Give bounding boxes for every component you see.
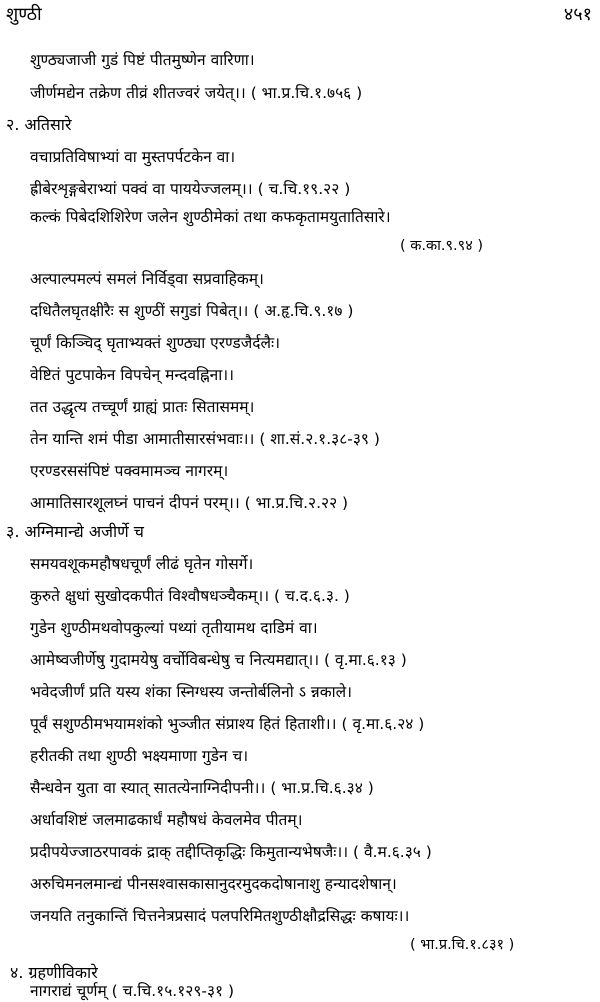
verse-line: कल्कं पिबेदशिशिरेण जलेन शुण्ठीमेकां तथा कफकृतामयुतातिसारे। [30, 208, 391, 226]
verse-line: एरण्डरससंपिष्टं पक्वमामञ्च नागरम्। [30, 462, 229, 480]
reference-citation: ( क.का.९.९४ ) [400, 238, 484, 254]
section-heading: ४. ग्रहणीविकारे [10, 963, 98, 982]
verse-line: समयवशूकमहौषधचूर्णं लीढं घृतेन गोसर्गे। [30, 555, 254, 573]
verse-line: वेष्टितं पुटपाकेन विपचेन् मन्दवह्निना।। [30, 366, 235, 384]
verse-line: चूर्णं किञ्चिद् घृताभ्यक्तं शुण्ठ्या एरण्डजैर्दलैः। [30, 334, 280, 352]
verse-line: सैन्धवेन युता वा स्यात् सातत्येनाग्निदीपनी।। ( भा.प्र.चि.६.३४ ) [30, 779, 374, 797]
reference-citation: ( भा.प्र.चि.१.८३१ ) [410, 937, 515, 953]
page-number: ४५१ [563, 4, 592, 25]
section-heading: २. अतिसारे [6, 115, 72, 134]
verse-line: गुडेन शुण्ठीमथवोपकुल्यां पथ्यां तृतीयामथ दाडिमं वा। [30, 619, 318, 637]
verse-line: तत उद्धृत्य तच्चूर्णं ग्राह्यं प्रातः सितासमम्। [30, 398, 255, 416]
verse-line: अरुचिमनलमान्द्यं पीनसश्वासकासानुदरमुदकदोषानाशु हन्यादशेषान्। [30, 875, 397, 893]
verse-line: भवेदजीर्णं प्रति यस्य शंका स्निग्धस्य जन्तोर्बलिनो ऽ न्नकाले। [30, 683, 353, 701]
verse-line: शुण्ठ्यजाजी गुडं पिष्टं पीतमुष्णेन वारिणा। [30, 51, 255, 69]
verse-line: प्रदीपयेज्जाठरपावकं द्राक् तद्दीप्तिकृद्धिः किमुतान्यभेषजैः।। ( वै.म.६.३५ ) [30, 843, 432, 861]
verse-line: कुरुते क्षुधां सुखोदकपीतं विश्वौषधञ्चैकम्।। ( च.द.६.३. ) [30, 587, 350, 605]
verse-line: वचाप्रतिविषाभ्यां वा मुस्तपर्पटकेन वा। [30, 148, 236, 166]
verse-line: जीर्णमद्येन तक्रेण तीव्रं शीतज्वरं जयेत्।। ( भा.प्र.चि.१.७५६ ) [30, 84, 363, 102]
verse-line: तेन यान्ति शमं पीडा आमातीसारसंभवाः।। ( शा.सं.२.१.३८-३९ ) [30, 430, 380, 448]
section-heading: ३. अग्निमान्द्ये अजीर्णे च [6, 522, 144, 541]
verse-line: दधितैलघृतक्षीरैः स शुण्ठीं सगुडां पिबेत्।। ( अ.हृ.चि.९.१७ ) [30, 302, 354, 320]
verse-line: जनयति तनुकान्तिं चित्तनेत्रप्रसादं पलपरिमितशुण्ठीक्षौद्रसिद्धः कषायः।। [30, 907, 410, 925]
verse-line: आमातिसारशूलघ्नं पाचनं दीपनं परम्।। ( भा.प्र.चि.२.२२ ) [30, 494, 349, 512]
verse-line: आमेष्वजीर्णेषु गुदामयेषु वर्चोविबन्धेषु च नित्यमद्यात्।। ( वृ.मा.६.१३ ) [30, 651, 407, 669]
verse-line: अर्धावशिष्टं जलमाढकार्धं महौषधं केवलमेव पीतम्। [30, 811, 303, 829]
running-header-title: शुण्ठी [6, 4, 42, 25]
verse-line: ह्रीबेरशृङ्गबेराभ्यां पक्वं वा पाययेज्जलम्।। ( च.चि.१९.२२ ) [30, 180, 351, 198]
verse-line: पूर्वं सशुण्ठीमभयामशंको भुञ्जीत संप्राश्य हितं हिताशी।। ( वृ.मा.६.२४ ) [30, 715, 425, 733]
verse-line: हरीतकी तथा शुण्ठी भक्ष्यमाणा गुडेन च। [30, 747, 249, 765]
verse-line: अल्पाल्पमल्पं समलं निर्विड्वा सप्रवाहिकम्। [30, 270, 264, 288]
verse-line: नागराद्यं चूर्णम् ( च.चि.१५.१२९-३१ ) [30, 982, 235, 1000]
